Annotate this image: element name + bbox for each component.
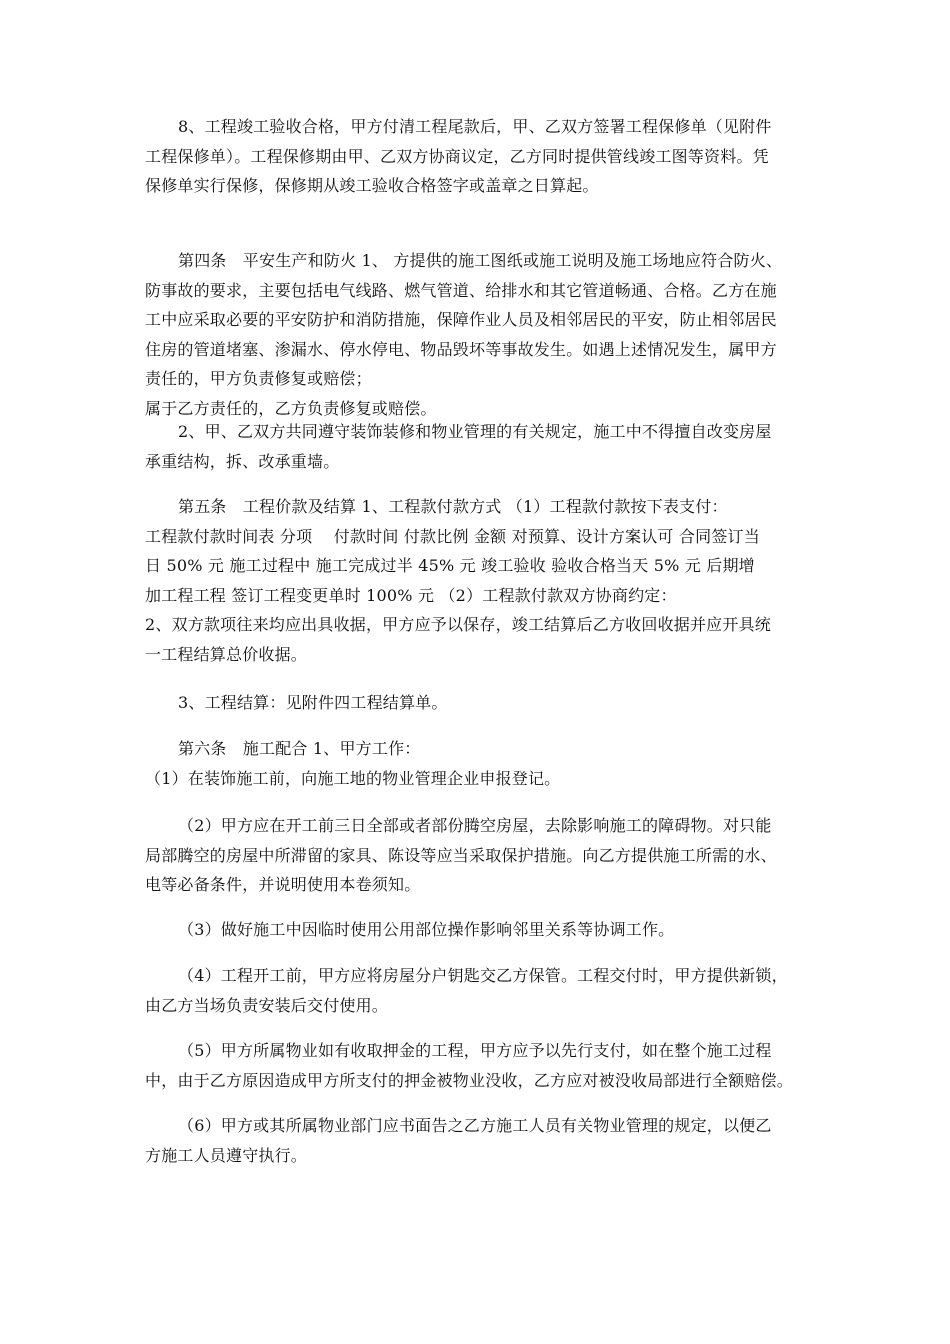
text-line: 2、甲、乙双方共同遵守装饰装修和物业管理的有关规定，施工中不得擅自改变房屋 (178, 422, 772, 441)
text-line: 日 50% 元 施工过程中 施工完成过半 45% 元 竣工验收 验收合格当天 5% 元 后期增 (145, 556, 755, 575)
text-line: 2、双方款项往来均应出具收据，甲方应予以保存，竣工结算后乙方收回收据并应开具统 (145, 615, 771, 634)
text-line: （2）甲方应在开工前三日全部或者部份腾空房屋，去除影响施工的障碍物。对只能 (178, 816, 772, 835)
text-line: 住房的管道堵塞、渗漏水、停水停电、物品毁坏等事故发生。如遇上述情况发生，属甲方 (145, 339, 777, 359)
text-line: （5）甲方所属物业如有收取押金的工程，甲方应予以先行支付，如在整个施工过程 (178, 1041, 772, 1060)
text-line: 由乙方当场负责安装后交付使用。 (145, 995, 389, 1015)
text-line: 工中应采取必要的平安防护和消防措施，保障作业人员及相邻居民的平安，防止相邻居民 (145, 310, 777, 329)
paragraph-settlement (145, 688, 815, 718)
text-line: 局部腾空的房屋中所滞留的家具、陈设等应当采取保护措施。向乙方提供施工所需的水、 (145, 845, 777, 865)
text-line: 第六条 施工配合 1、甲方工作： (178, 739, 421, 758)
text-line: （1）在装饰施工前，向施工地的物业管理企业申报登记。 (145, 768, 561, 788)
paragraph-completion-acceptance (145, 112, 815, 201)
text-line: 第五条 工程价款及结算 1、工程款付款方式 （1）工程款付款按下表支付： (178, 497, 728, 516)
paragraph-clear-house (145, 811, 815, 900)
paragraph-regulations (145, 417, 815, 476)
text-line: 工程保修单）。工程保修期由甲、乙双方协商议定，乙方同时提供管线竣工图等资料。凭 (145, 146, 769, 166)
text-line: 防事故的要求，主要包括电气线路、燃气管道、给排水和其它管道畅通、合格。乙方在施 (145, 280, 777, 300)
text-line: （3）做好施工中因临时使用公用部位操作影响邻里关系等协调工作。 (178, 920, 675, 939)
text-line: 电等必备条件，并说明使用本卷须知。 (145, 875, 421, 894)
text-line: （4）工程开工前，甲方应将房屋分户钥匙交乙方保管。工程交付时，甲方提供新锁， (178, 966, 788, 985)
text-line: 第四条 平安生产和防火 1、 方提供的施工图纸或施工说明及施工场地应符合防火、 (178, 251, 783, 270)
text-line: 3、工程结算：见附件四工程结算单。 (178, 693, 448, 712)
text-line: 保修单实行保修，保修期从竣工验收合格签字或盖章之日算起。 (145, 176, 599, 195)
paragraph-article-six-cooperation (145, 734, 815, 793)
paragraph-article-four-safety (145, 246, 815, 423)
paragraph-article-five-payment (145, 492, 815, 669)
text-line: 加工程工程 签订工程变更单时 100% 元 （2）工程款付款双方协商约定： (145, 585, 677, 605)
text-line: 责任的，甲方负责修复或赔偿； (145, 369, 372, 388)
text-line: 承重结构，拆、改承重墙。 (145, 451, 340, 471)
text-line: （6）甲方或其所属物业部门应书面告之乙方施工人员有关物业管理的规定，以便乙 (178, 1116, 772, 1135)
text-line: 中，由于乙方原因造成甲方所支付的押金被物业没收，乙方应对被没收局部进行全额赔偿。 (145, 1070, 794, 1090)
text-line: 8、工程竣工验收合格，甲方付清工程尾款后，甲、乙双方签署工程保修单（见附件 (178, 117, 772, 136)
text-line: 方施工人员遵守执行。 (145, 1145, 308, 1165)
text-line: 工程款付款时间表 分项 付款时间 付款比例 金额 对预算、设计方案认可 合同签订当 (145, 526, 760, 546)
paragraph-keys (145, 961, 815, 1020)
text-line: 一工程结算总价收据。 (145, 644, 308, 664)
text-line: 属于乙方责任的，乙方负责修复或赔偿。 (145, 398, 437, 418)
paragraph-property-rules (145, 1111, 815, 1170)
paragraph-deposit (145, 1036, 815, 1095)
paragraph-coordination (145, 915, 815, 945)
